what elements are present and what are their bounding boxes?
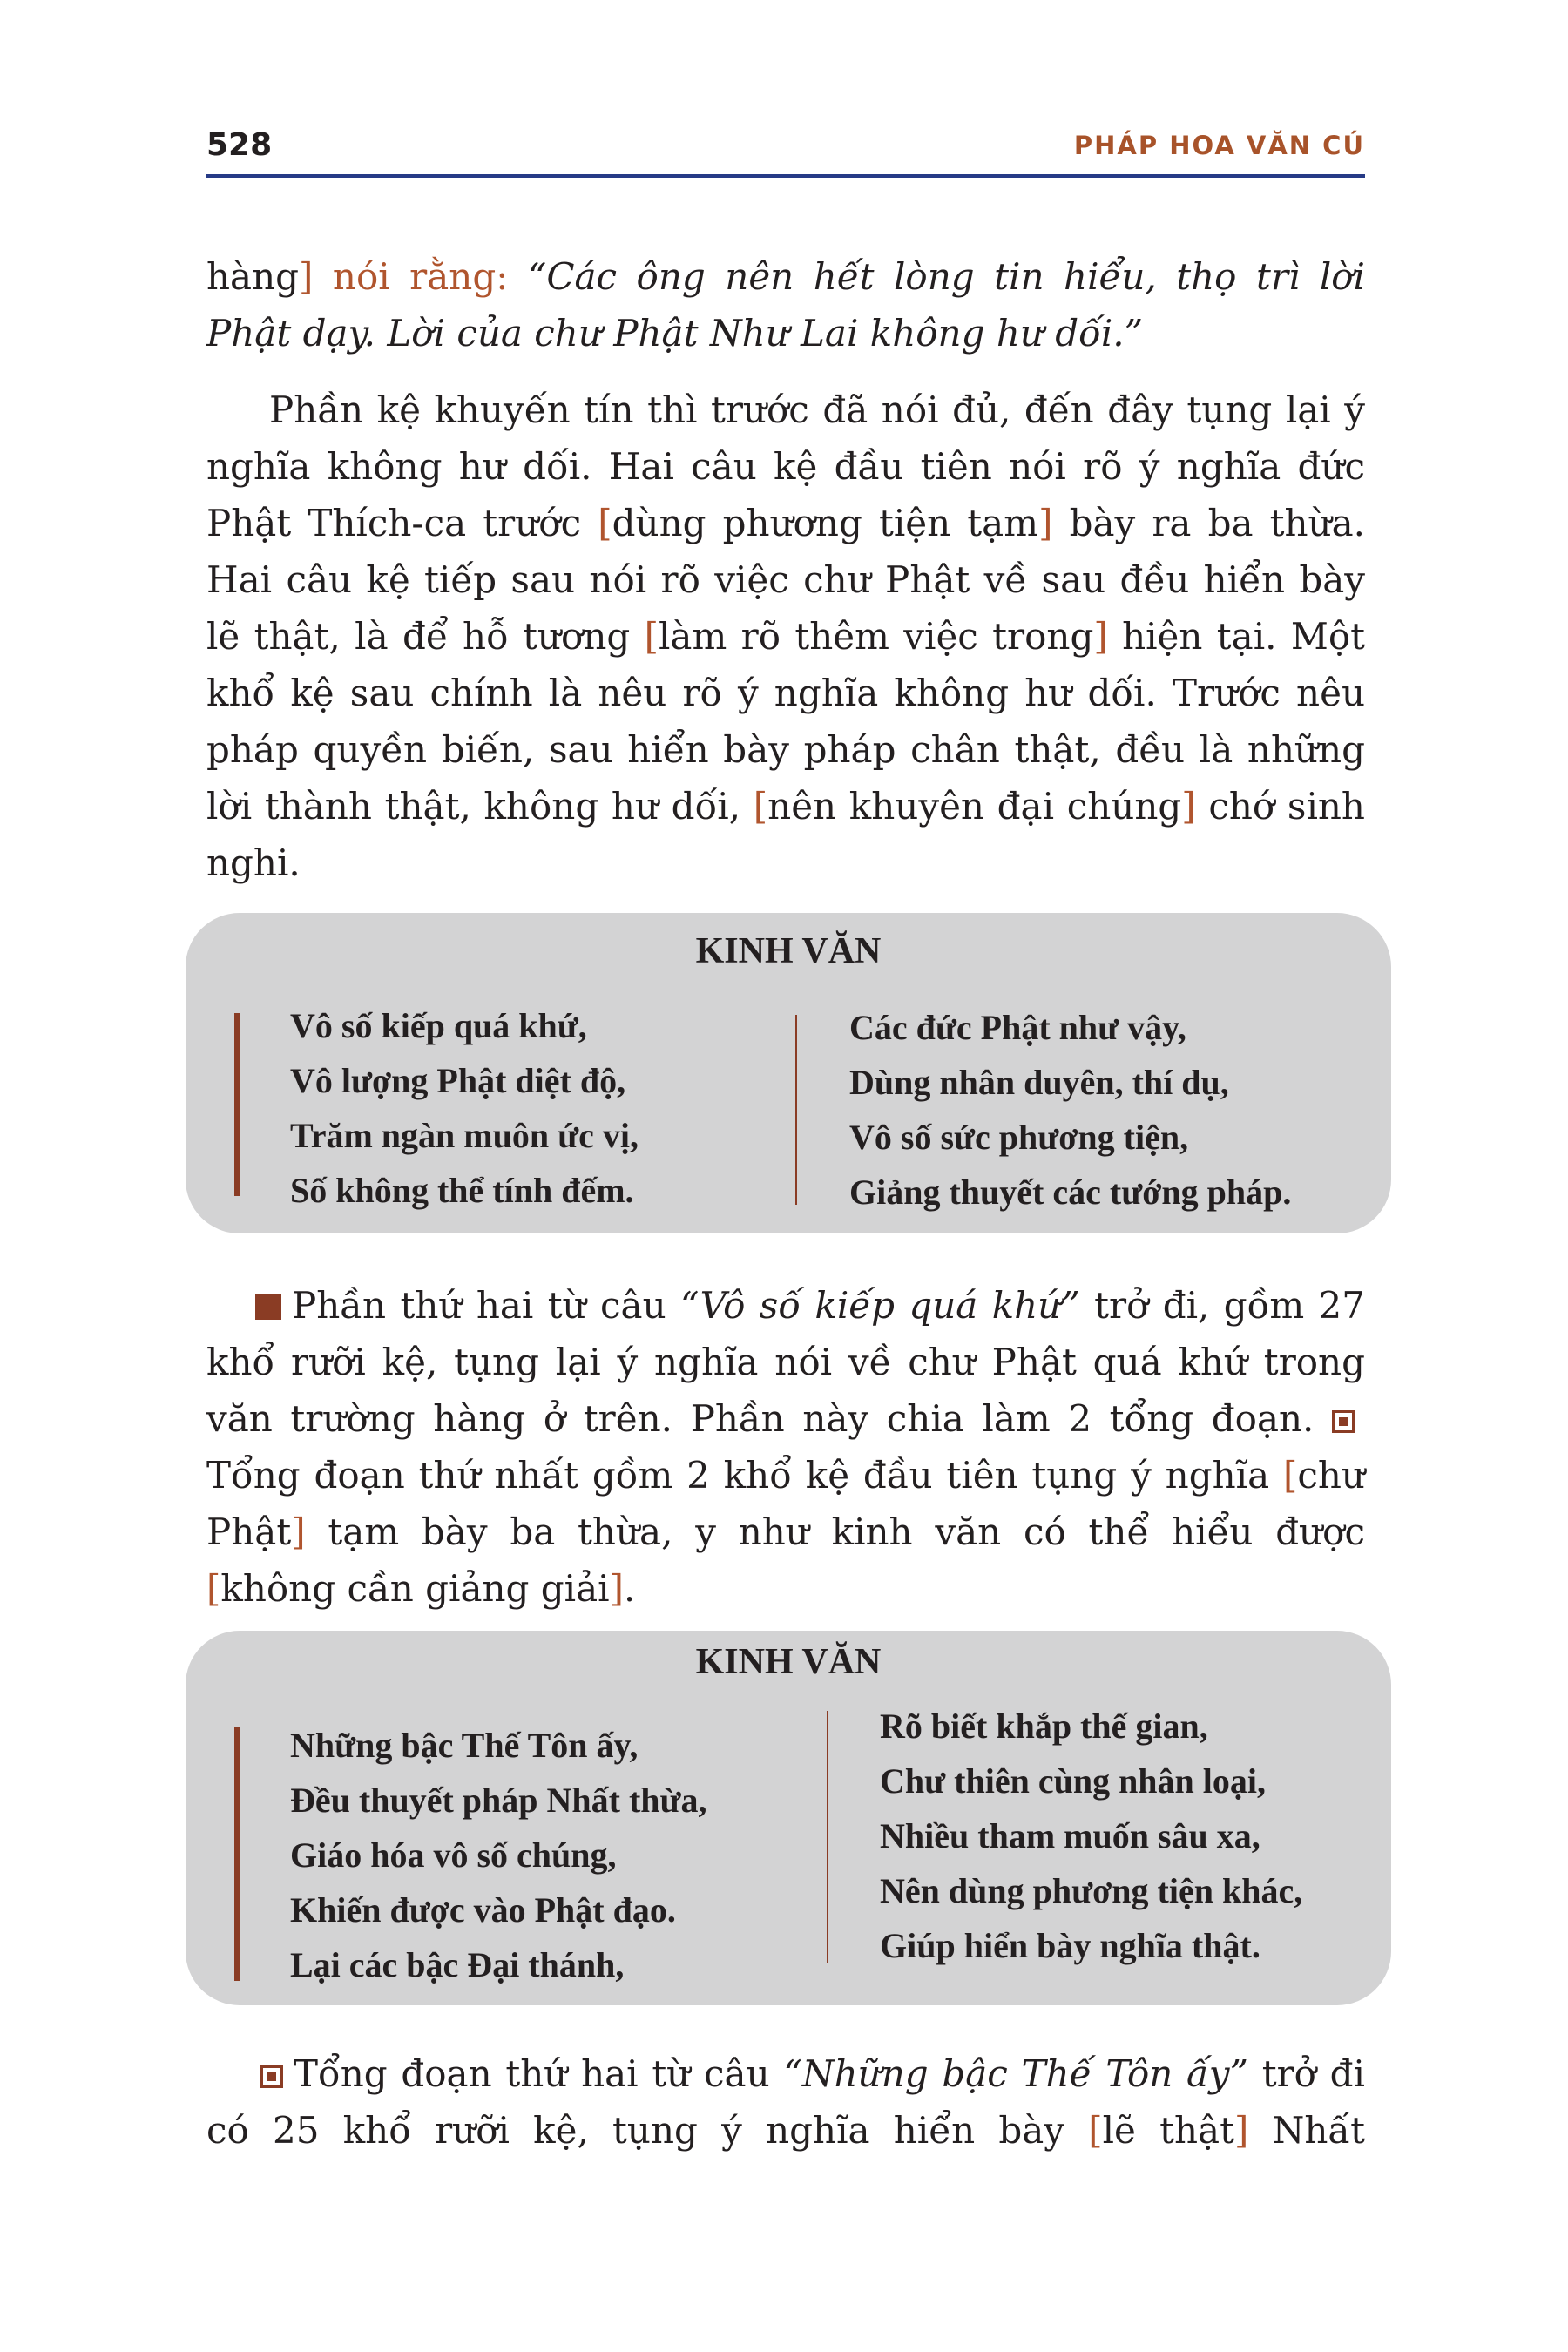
verse-line: Số không thể tính đếm.	[290, 1171, 634, 1210]
left-bar	[234, 1727, 240, 1981]
text-run: .	[623, 1567, 636, 1610]
text-run: chư Phật	[206, 1454, 1365, 1553]
text-run: Phần thứ hai từ câu	[292, 1284, 680, 1327]
quote: “Các ông nên hết lòng tin hiểu, thọ trì lời Phật dạy. Lời của chư Phật Như Lai không hư dối.”	[206, 255, 1365, 355]
paragraph-4	[206, 2045, 1365, 2159]
verse-line: Vô lượng Phật diệt độ,	[290, 1061, 626, 1100]
text-run: Tổng đoạn thứ hai từ câu	[294, 2052, 784, 2095]
verse-line: Giáo hóa vô số chúng,	[290, 1835, 617, 1875]
column-divider	[795, 1015, 797, 1205]
verse-line: Nên dùng phương tiện khác,	[880, 1871, 1303, 1910]
verse-column-left	[290, 998, 639, 1218]
text-run: làm rõ thêm việc trong	[659, 615, 1094, 658]
text-run: Nhất	[1248, 2109, 1366, 2152]
verse-line: Dùng nhân duyên, thí dụ,	[849, 1063, 1229, 1102]
verse-column-right	[880, 1699, 1302, 1973]
text-run: dùng phương tiện tạm	[612, 502, 1039, 544]
text-run: trở đi, gồm 27 khổ rưỡi kệ, tụng lại ý nghĩa nói về chư Phật quá khứ trong văn trường hàng ở trên. Phần này chia làm 2 tổng đoạn.	[206, 1284, 1365, 1440]
paragraph-2	[206, 382, 1365, 891]
verse-line: Trăm ngàn muôn ức vị,	[290, 1116, 639, 1155]
quote: “Vô số kiếp quá khứ”	[680, 1284, 1080, 1327]
bracket: [	[1282, 1454, 1298, 1497]
bracket: ]	[1093, 615, 1108, 658]
text-run: bày ra ba thừa. Hai câu kệ tiếp sau nói rõ việc chư Phật về sau đều hiển bày lẽ thật, là để hỗ tương	[206, 502, 1366, 658]
verse-line: Khiến được vào Phật đạo.	[290, 1890, 676, 1930]
subsection-marker-icon	[1332, 1410, 1355, 1433]
scripture-title: KINH VĂN	[695, 1642, 882, 1682]
bracket: ]	[1233, 2109, 1249, 2152]
quote: “Những bậc Thế Tôn ấy”	[783, 2052, 1248, 2095]
bracket: ]	[1038, 502, 1053, 544]
verse-line: Chư thiên cùng nhân loại,	[880, 1761, 1267, 1801]
left-bar	[234, 1013, 240, 1196]
verse-line: Những bậc Thế Tôn ấy,	[290, 1726, 639, 1765]
scripture-box-1	[186, 913, 1391, 1233]
text-run: trở đi có 25 khổ rưỡi kệ, tụng ý nghĩa hiển bày	[206, 2052, 1365, 2152]
text-run: hàng	[206, 255, 300, 298]
page-number: 528	[206, 127, 273, 163]
page-header	[206, 122, 1365, 178]
text-run: chớ sinh nghi.	[206, 785, 1365, 884]
paragraph-3	[206, 1277, 1365, 1617]
text-run: Phần kệ khuyến tín thì trước đã nói đủ, đến đây tụng lại ý nghĩa không hư dối. Hai câu kệ đầu tiên nói rõ ý nghĩa đức Phật Thích-ca trước	[206, 389, 1365, 544]
text-run: lẽ thật	[1102, 2109, 1234, 2152]
column-divider	[827, 1711, 828, 1963]
text-run: Tổng đoạn thứ nhất gồm 2 khổ kệ đầu tiên tụng ý nghĩa	[206, 1454, 1283, 1497]
verse-line: Rõ biết khắp thế gian,	[880, 1707, 1208, 1746]
running-title: PHÁP HOA VĂN CÚ	[1073, 131, 1365, 160]
scripture-title: KINH VĂN	[695, 931, 882, 971]
text-run: không cần giảng giải	[220, 1567, 610, 1610]
subsection-marker-icon	[260, 2065, 283, 2088]
section-marker-icon	[255, 1294, 281, 1320]
bracket: ]	[1181, 785, 1196, 828]
paragraph-1	[206, 248, 1365, 362]
bracket: ]	[609, 1567, 624, 1610]
bracket: [	[1088, 2109, 1103, 2152]
bracket: ]	[291, 1511, 306, 1553]
verse-line: Giúp hiển bày nghĩa thật.	[880, 1926, 1260, 1965]
bracket: [	[753, 785, 768, 828]
verse-line: Nhiều tham muốn sâu xa,	[880, 1816, 1260, 1855]
verse-line: Vô số sức phương tiện,	[849, 1118, 1189, 1157]
verse-column-left	[290, 1718, 707, 1992]
bracket: [	[206, 1567, 221, 1610]
verse-line: Vô số kiếp quá khứ,	[290, 1006, 587, 1045]
bracket: ] nói rằng:	[299, 255, 528, 298]
text-run: nên khuyên đại chúng	[767, 785, 1182, 828]
verse-line: Giảng thuyết các tướng pháp.	[849, 1173, 1292, 1212]
text-run: tạm bày ba thừa, y như kinh văn có thể hiểu được	[305, 1511, 1365, 1553]
scripture-box-2	[186, 1631, 1391, 2005]
verse-column-right	[849, 1000, 1291, 1220]
verse-line: Đều thuyết pháp Nhất thừa,	[290, 1781, 707, 1820]
verse-line: Các đức Phật như vậy,	[849, 1008, 1186, 1047]
text-run: hiện tại. Một khổ kệ sau chính là nêu rõ ý nghĩa không hư dối. Trước nêu pháp quyền biến, sau hiển bày pháp chân thật, đều là những lời thành thật, không hư dối,	[206, 615, 1366, 828]
verse-line: Lại các bậc Đại thánh,	[290, 1945, 625, 1984]
bracket: [	[644, 615, 659, 658]
bracket: [	[598, 502, 612, 544]
